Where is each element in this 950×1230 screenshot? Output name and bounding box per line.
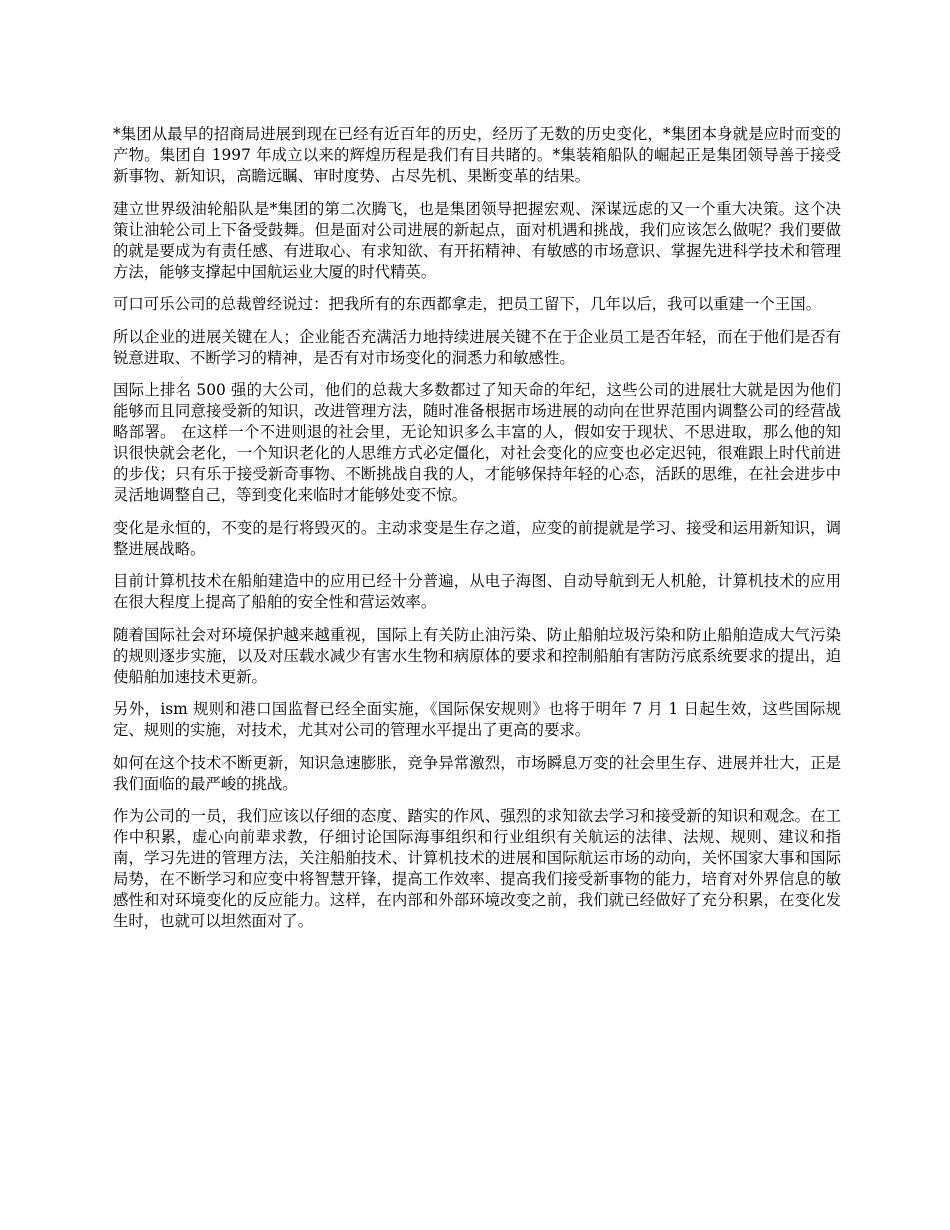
document-body <box>113 124 841 944</box>
paragraph-9: 另外，ism 规则和港口国监督已经全面实施，《国际保安规则》也将于明年 7 月 1 日起生效，这些国际规定、规则的实施，对技术，尤其对公司的管理水平提出了更高的要求。 <box>113 700 841 739</box>
paragraph-1: *集团从最早的招商局进展到现在已经有近百年的历史，经历了无数的历史变化，*集团本身就是应时而变的产物。集团自 1997 年成立以来的辉煌历程是我们有目共睹的。*集装箱船队的崛起正是集团领导善于接受新事物、新知识，高瞻远瞩、审时度势、占尽先机、果断变革的结果。 <box>113 125 841 185</box>
paragraph-3: 可口可乐公司的总裁曾经说过：把我所有的东西都拿走，把员工留下，几年以后，我可以重建一个王国。 <box>113 295 821 313</box>
paragraph-10: 如何在这个技术不断更新，知识急速膨胀，竞争异常激烈，市场瞬息万变的社会里生存、进展并壮大，正是我们面临的最严峻的挑战。 <box>113 753 841 793</box>
paragraph-11: 作为公司的一员，我们应该以仔细的态度、踏实的作风、强烈的求知欲去学习和接受新的知识和观念。在工作中积累，虚心向前辈求教，仔细讨论国际海事组织和行业组织有关航运的法律、法规、规则、建议和指南，学习先进的管理方法，关注船舶技术、计算机技术的进展和国际航运市场的动向，关怀国家大事和国际局势，在不断学习和应变中将智慧开锋，提高工作效率、提高我们接受新事物的能力，培育对外界信息的敏感性和对环境变化的反应能力。这样，在内部和外部环境改变之前，我们就已经做好了充分积累，在变化发生时，也就可以坦然面对了。 <box>113 807 841 930</box>
paragraph-5: 国际上排名 500 强的大公司，他们的总裁大多数都过了知天命的年纪，这些公司的进展壮大就是因为他们能够而且同意接受新的知识，改进管理方法，随时准备根据市场进展的动向在世界范围内调整公司的经营战略部署。 在这样一个不进则退的社会里，无论知识多么丰富的人，假如安于现状、不思进取，那么他的知识很快就会老化，一个知识老化的人思维方式必定僵化，对社会变化的应变也必定迟钝，很难跟上时代前进的步伐；只有乐于接受新奇事物、不断挑战自我的人，才能够保持年轻的心态，活跃的思维，在社会进步中灵活地调整自己，等到变化来临时才能够处变不惊。 <box>113 381 841 504</box>
paragraph-2: 建立世界级油轮船队是*集团的第二次腾飞，也是集团领导把握宏观、深谋远虑的又一个重大决策。这个决策让油轮公司上下备受鼓舞。但是面对公司进展的新起点，面对机遇和挑战，我们应该怎么做呢？我们要做的就是要成为有责任感、有进取心、有求知欲、有开拓精神、有敏感的市场意识、掌握先进科学技术和管理方法，能够支撑起中国航运业大厦的时代精英。 <box>113 199 841 281</box>
paragraph-4: 所以企业的进展关键在人；企业能否充满活力地持续进展关键不在于企业员工是否年轻，而在于他们是否有锐意进取、不断学习的精神，是否有对市场变化的洞悉力和敏感性。 <box>113 327 841 367</box>
paragraph-8: 随着国际社会对环境保护越来越重视，国际上有关防止油污染、防止船舶垃圾污染和防止船舶造成大气污染的规则逐步实施，以及对压载水减少有害水生物和病原体的要求和控制船舶有害防污底系统要求的提出，迫使船舶加速技术更新。 <box>113 625 841 686</box>
paragraph-6: 变化是永恒的，不变的是行将毁灭的。主动求变是生存之道，应变的前提就是学习、接受和运用新知识，调整进展战略。 <box>113 518 841 558</box>
paragraph-7: 目前计算机技术在船舶建造中的应用已经十分普遍，从电子海图、自动导航到无人机舱，计算机技术的应用在很大程度上提高了船舶的安全性和营运效率。 <box>113 572 841 611</box>
